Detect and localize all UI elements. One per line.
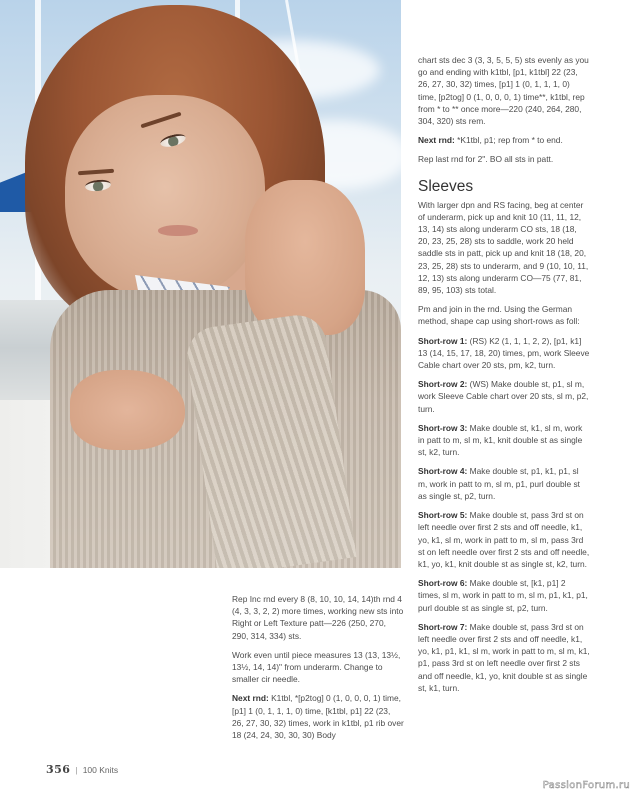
model-hand-at-neck [245, 180, 365, 335]
page-footer [46, 763, 118, 776]
run-in-label: Next rnd: [232, 693, 269, 704]
footer-separator: | [75, 764, 78, 775]
body-paragraph: Rep last rnd for 2". BO all sts in patt. [418, 154, 554, 165]
model-hand-on-arm [70, 370, 185, 450]
body-paragraph: Work even until piece measures 13 (13, 13½, 13½, 14, 14)" from underarm. Change to smaller cir needle. [232, 649, 401, 685]
model-photo [0, 0, 401, 568]
short-row-2: Short-row 2: (WS) Make double st, p1, sl m, work Sleeve Cable chart over 20 sts, sl m, p2, turn. [418, 379, 589, 414]
short-row-5: Short-row 5: Make double st, pass 3rd st on left needle over first 2 sts and off needle, k1, yo, k1, sl m, work in patt to m, sl m, pass 3rd st on left needle over first 2 sts and off needle, k1, yo, k1, knit double st as single st, k2, turn. [418, 510, 590, 569]
page-number: 356 [46, 763, 71, 776]
short-row-7: Short-row 7: Make double st, pass 3rd st on left needle over first 2 sts and off needle, k1, yo, k1, p1, k1, sl m, work in patt to m, sl m, k1, p1, pass 3rd st on left needle over first 2 sts and off needle, k1, yo, knit double st as single st, k1, turn. [418, 621, 590, 693]
watermark: PassionForum.ru [542, 780, 630, 791]
right-text-column [418, 54, 590, 701]
model-face [65, 95, 265, 300]
model-lips [158, 225, 198, 236]
body-paragraph: With larger dpn and RS facing, beg at center of underarm, pick up and knit 10 (11, 11, 12, 13, 14) sts along underarm CO sts, 18 (18, 20, 23, 25, 28) sts to saddle, work 20 held saddle sts in patt, pick up and knit 18 (18, 20, 23, 25, 28) sts to underarm, and 9 (10, 10, 11, 12, 13) sts along underarm CO—75 (77, 81, 89, 95, 103) sts total. [418, 199, 589, 296]
body-paragraph: chart sts dec 3 (3, 3, 5, 5, 5) sts evenly as you go and ending with k1tbl, [p1, k1tbl] 22 (23, 26, 27, 30, 32) times, [p1] 1 (0, 1, 1, 1, 0) time, [p2tog] 0 (1, 0, 0, 0, 1) time**, k1tbl, rep from * to ** once more—220 (240, 264, 280, 304, 320) sts rem. [418, 55, 589, 127]
section-heading-sleeves: Sleeves [418, 177, 474, 195]
body-paragraph: Rep Inc rnd every 8 (8, 10, 10, 14, 14)th rnd 4 (4, 3, 3, 2, 2) more times, working new sts into Right or Left Texture patt—226 (250, 270, 290, 314, 334) sts. [232, 594, 404, 641]
run-in-label: Next rnd: [418, 135, 455, 146]
short-row-3: Short-row 3: Make double st, k1, sl m, work in patt to m, sl m, k1, knit double st as single st, k2, turn. [418, 422, 583, 458]
book-title: 100 Knits [82, 764, 119, 775]
middle-text-column [232, 593, 404, 748]
body-paragraph: Pm and join in the rnd. Using the German method, shape cap using short-rows as foll: [418, 304, 580, 327]
short-row-6: Short-row 6: Make double st, [k1, p1] 2 times, sl m, work in patt to m, sl m, p1, k1, p1, purl double st as single st, p2, turn. [418, 578, 588, 613]
next-rnd-paragraph: Next rnd: K1tbl, *[p2tog] 0 (1, 0, 0, 0, 1) time, [p1] 1 (0, 1, 1, 1, 0) time, [k1tbl, p1] 22 (23, 26, 27, 30, 32) times, work in k1tbl, p1 rib over 18 (24, 24, 30, 30, 30) Body [232, 693, 404, 741]
next-rnd-paragraph: Next rnd: *K1tbl, p1; rep from * to end. [418, 135, 563, 146]
short-row-4: Short-row 4: Make double st, p1, k1, p1, sl m, work in patt to m, sl m, p1, purl double st as single st, p2, turn. [418, 466, 580, 501]
short-row-1: Short-row 1: (RS) K2 (1, 1, 1, 2, 2), [p1, k1] 13 (14, 15, 17, 18, 20) times, pm, work Sleeve Cable chart over 20 sts, pm, k2, turn. [418, 335, 590, 371]
